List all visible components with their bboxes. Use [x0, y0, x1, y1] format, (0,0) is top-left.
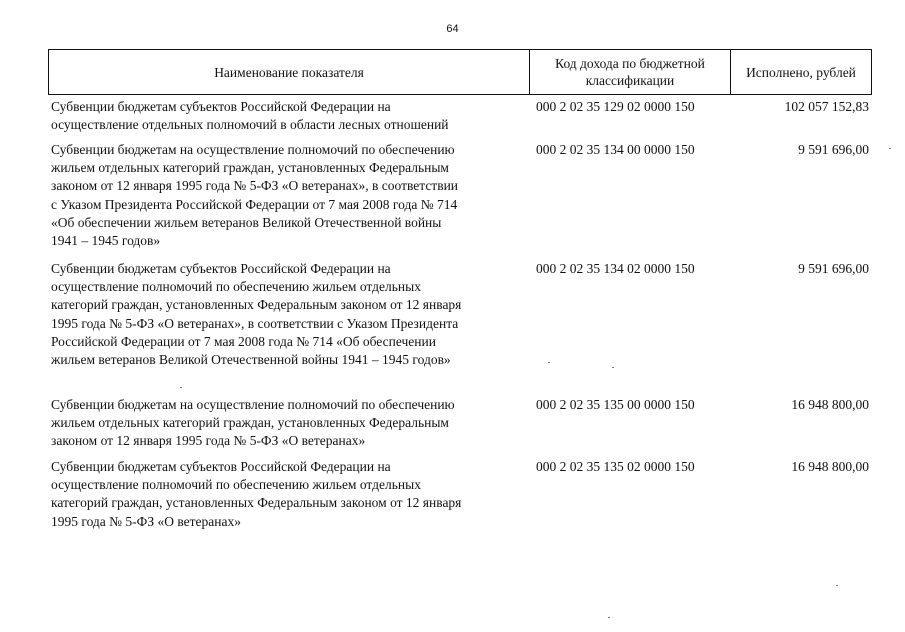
- scan-speck: [612, 367, 614, 368]
- header-code-column: Код дохода по бюджетной классификации: [530, 50, 731, 94]
- scan-speck: [180, 387, 182, 388]
- row-code: 000 2 02 35 135 02 0000 150: [536, 459, 695, 474]
- table-header: [48, 49, 872, 95]
- scan-speck: [608, 617, 610, 618]
- row-amount: 16 948 800,00: [791, 459, 869, 474]
- row-amount: 9 591 696,00: [798, 261, 869, 276]
- row-amount: 16 948 800,00: [791, 397, 869, 412]
- header-name-column: Наименование показателя: [49, 50, 530, 94]
- scan-speck: [836, 585, 838, 586]
- row-name: Субвенции бюджетам на осуществление полномочий по обеспечению жильем отдельных категорий граждан, установленных Федеральным законом от 12 января 1995 года № 5-ФЗ «О ветеранах»: [51, 397, 455, 449]
- row-code: 000 2 02 35 134 00 0000 150: [536, 142, 695, 157]
- page-number: 64: [446, 23, 459, 35]
- row-name: Субвенции бюджетам на осуществление полномочий по обеспечению жильем отдельных категорий граждан, установленных Федеральным законом от 12 января 1995 года № 5-ФЗ «О ветеранах», в соответствии с Указом Президента Российской Федерации от 7 мая 2008 года № 714 «Об обеспечении жильем ветеранов Великой Отечественной войны 1941 – 1945 годов»: [51, 142, 459, 249]
- row-code: 000 2 02 35 134 02 0000 150: [536, 261, 695, 276]
- row-code: 000 2 02 35 129 02 0000 150: [536, 99, 695, 114]
- row-name: Субвенции бюджетам субъектов Российской Федерации на осуществление отдельных полномочий в области лесных отношений: [51, 99, 449, 133]
- row-amount: 102 057 152,83: [784, 99, 869, 114]
- row-name: Субвенции бюджетам субъектов Российской Федерации на осуществление полномочий по обеспечению жильем отдельных категорий граждан, установленных Федеральным законом от 12 января 1995 года № 5-ФЗ «О ветеранах»: [51, 459, 462, 529]
- scan-speck: [548, 362, 550, 363]
- header-amount-column: Исполнено, рублей: [746, 64, 856, 80]
- row-code: 000 2 02 35 135 00 0000 150: [536, 397, 695, 412]
- row-amount: 9 591 696,00: [798, 142, 869, 157]
- scan-speck: [889, 148, 891, 149]
- row-name: Субвенции бюджетам субъектов Российской Федерации на осуществление полномочий по обеспечению жильем отдельных категорий граждан, установленных Федеральным законом от 12 января 1995 года № 5-ФЗ «О ветеранах», в соответствии с Указом Президента Российской Федерации от 7 мая 2008 года № 714 «Об обеспечении жильем ветеранов Великой Отечественной войны 1941 – 1945 годов»: [51, 261, 462, 368]
